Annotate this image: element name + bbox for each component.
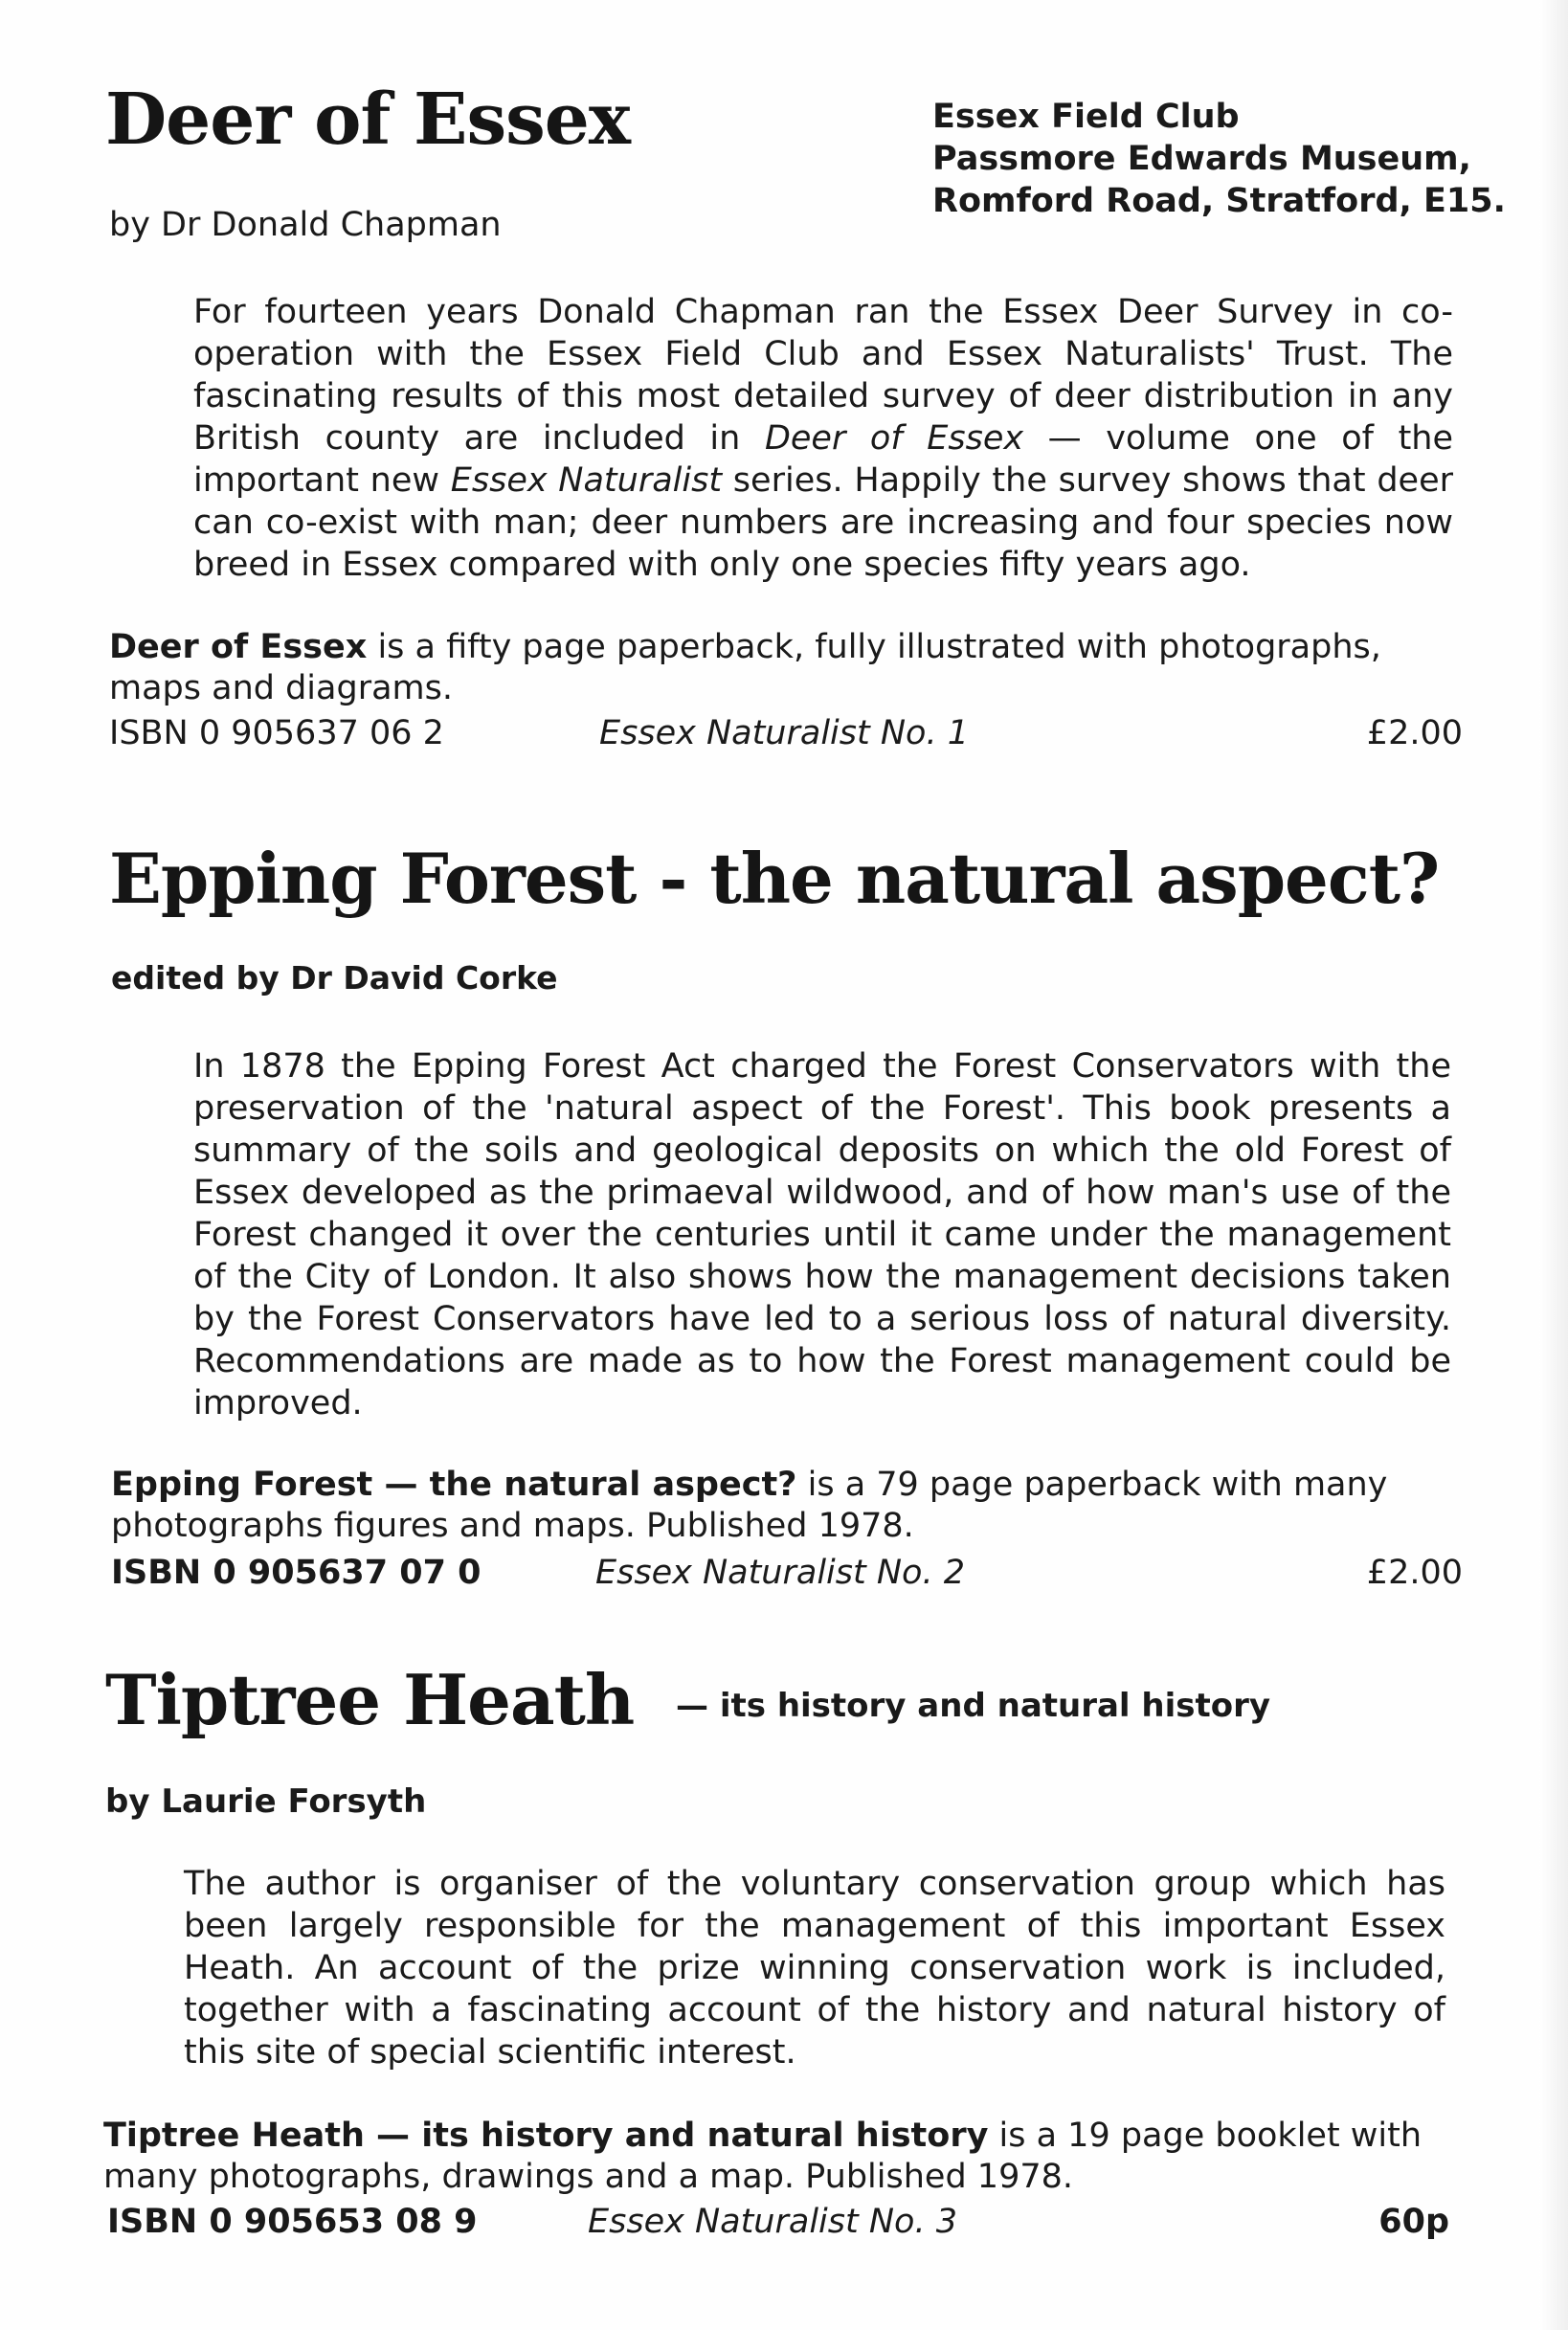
book-title: Tiptree Heath xyxy=(105,1659,635,1740)
book-summary: Epping Forest — the natural aspect? is a 79 page paperback with many photographs figures and maps. Published 1978. xyxy=(111,1466,1388,1545)
book-byline: by Dr Donald Chapman xyxy=(109,206,502,244)
summary-title: Epping Forest — the natural aspect? xyxy=(111,1466,797,1504)
publisher-address xyxy=(932,96,1507,222)
book-description: For fourteen years Donald Chapman ran the Essex Deer Survey in co-operation with the Essex Field Club and Essex Naturalists' Trust. The fascinating results of this most detailed survey of deer distribution in any British county are included in Deer of Essex — volume one of the important new Essex Naturalist series. Happily the survey shows that deer can co-exist with man; deer numbers are increasing and four species now breed in Essex compared with only one species fifty years ago. xyxy=(193,293,1454,584)
publisher-name: Essex Field Club xyxy=(932,98,1240,136)
isbn: ISBN 0 905637 06 2 xyxy=(109,714,444,752)
book-title: Epping Forest - the natural aspect? xyxy=(109,838,1440,919)
book-description: In 1878 the Epping Forest Act charged the Forest Conservators with the preservation of the 'natural aspect of the Forest'. This book presents a summary of the soils and geological deposits on which the old Forest of Essex developed as the primaeval wildwood, and of how man's use of the Forest changed it over the centuries until it came under the management of the City of London. It also shows how the management decisions taken by the Forest Conservators have led to a serious loss of natural diversity. Recommendations are made as to how the Forest management could be improved. xyxy=(193,1047,1451,1423)
book-subtitle: — its history and natural history xyxy=(676,1687,1271,1725)
price: 60p xyxy=(1378,2203,1449,2241)
price: £2.00 xyxy=(1366,714,1463,752)
book-byline: edited by Dr David Corke xyxy=(111,959,558,997)
series-label: Essex Naturalist No. 2 xyxy=(595,1554,965,1592)
series-label: Essex Naturalist No. 1 xyxy=(599,714,969,752)
publisher-street: Romford Road, Stratford, E15. xyxy=(932,182,1506,220)
publisher-museum: Passmore Edwards Museum, xyxy=(932,140,1471,178)
book-byline: by Laurie Forsyth xyxy=(105,1782,427,1821)
book-summary: Deer of Essex is a fifty page paperback, fully illustrated with photographs, maps and diagrams. xyxy=(109,628,1381,707)
page-edge-shadow xyxy=(1539,0,1568,2330)
isbn: ISBN 0 905637 07 0 xyxy=(111,1554,482,1592)
book-summary: Tiptree Heath — its history and natural history is a 19 page booklet with many photographs, drawings and a map. Published 1978. xyxy=(103,2117,1422,2196)
book-description: The author is organiser of the voluntary conservation group which has been largely responsible for the management of this important Essex Heath. An account of the prize winning conservation work is included, together with a fascinating account of the history and natural history of this site of special scientific interest. xyxy=(184,1865,1445,2072)
isbn: ISBN 0 905653 08 9 xyxy=(107,2203,478,2241)
book-title: Deer of Essex xyxy=(105,78,630,161)
price: £2.00 xyxy=(1366,1554,1463,1592)
summary-title: Deer of Essex xyxy=(109,628,368,666)
summary-title: Tiptree Heath — its history and natural history xyxy=(103,2117,989,2155)
series-label: Essex Naturalist No. 3 xyxy=(588,2203,957,2241)
